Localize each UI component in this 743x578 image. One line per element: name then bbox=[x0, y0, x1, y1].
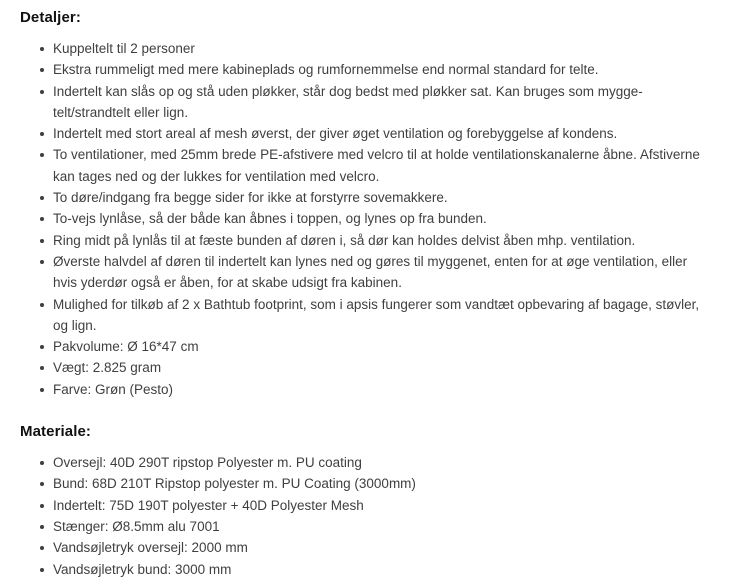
list-item: Pakvolume: Ø 16*47 cm bbox=[53, 336, 713, 357]
list-item: Kuppeltelt til 2 personer bbox=[53, 38, 713, 59]
list-item: Vandsøjletryk oversejl: 2000 mm bbox=[53, 537, 713, 558]
materials-section bbox=[20, 423, 723, 578]
details-section bbox=[20, 9, 723, 400]
list-item: Vandsøjletryk bund: 3000 mm bbox=[53, 559, 713, 578]
list-item: Farve: Grøn (Pesto) bbox=[53, 379, 713, 400]
materials-list bbox=[20, 452, 720, 578]
list-item: Indertelt: 75D 190T polyester + 40D Polyester Mesh bbox=[53, 495, 713, 516]
list-item: Indertelt kan slås op og stå uden pløkker, står dog bedst med pløkker sat. Kan bruges som mygge-telt/strandtelt eller lign. bbox=[53, 81, 713, 124]
list-item: To-vejs lynlåse, så der både kan åbnes i toppen, og lynes op fra bunden. bbox=[53, 208, 713, 229]
list-item: Bund: 68D 210T Ripstop polyester m. PU Coating (3000mm) bbox=[53, 473, 713, 494]
list-item: To døre/indgang fra begge sider for ikke at forstyrre sovemakkere. bbox=[53, 187, 713, 208]
list-item: To ventilationer, med 25mm brede PE-afstivere med velcro til at holde ventilationskanalerne åbne. Afstiverne kan tages ned og der lukkes for ventilation med velcro. bbox=[53, 144, 713, 187]
list-item: Vægt: 2.825 gram bbox=[53, 357, 713, 378]
list-item: Ring midt på lynlås til at fæste bunden af døren i, så dør kan holdes delvist åben mhp. ventilation. bbox=[53, 230, 713, 251]
list-item: Øverste halvdel af døren til indertelt kan lynes ned og gøres til myggenet, enten for at øge ventilation, eller hvis yderdør også er åben, for at skabe udsigt fra kabinen. bbox=[53, 251, 713, 294]
details-list bbox=[20, 38, 720, 400]
list-item: Ekstra rummeligt med mere kabineplads og rumfornemmelse end normal standard for telte. bbox=[53, 59, 713, 80]
list-item: Mulighed for tilkøb af 2 x Bathtub footprint, som i apsis fungerer som vandtæt opbevaring af bagage, støvler, og lign. bbox=[53, 294, 713, 337]
list-item: Stænger: Ø8.5mm alu 7001 bbox=[53, 516, 713, 537]
list-item: Indertelt med stort areal af mesh øverst, der giver øget ventilation og forebyggelse af kondens. bbox=[53, 123, 713, 144]
details-heading: Detaljer: bbox=[20, 9, 81, 26]
materials-heading: Materiale: bbox=[20, 423, 92, 441]
list-item: Oversejl: 40D 290T ripstop Polyester m. PU coating bbox=[53, 452, 713, 473]
